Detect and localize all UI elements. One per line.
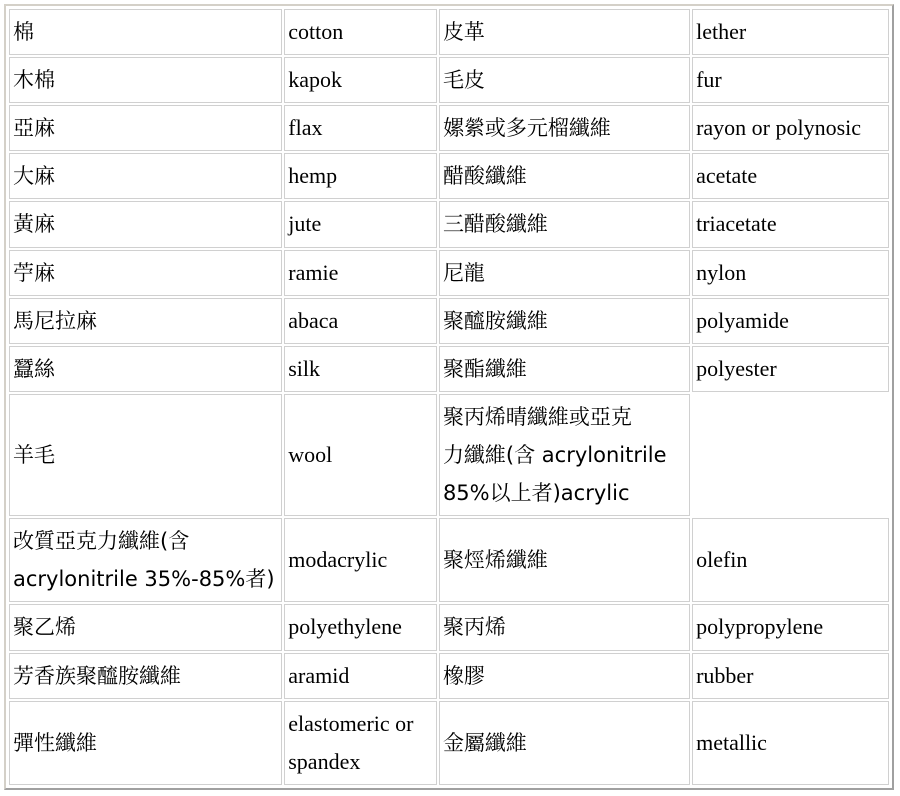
- chinese-term-cell: 馬尼拉麻: [9, 298, 282, 344]
- english-term-cell: lether: [692, 9, 889, 55]
- chinese-term-cell: 皮革: [439, 9, 690, 55]
- english-term-cell: fur: [692, 57, 889, 103]
- english-term-cell: abaca: [284, 298, 437, 344]
- table-row: [9, 346, 889, 392]
- english-term-cell: acetate: [692, 153, 889, 199]
- chinese-term-cell: 尼龍: [439, 250, 690, 296]
- chinese-term-cell: 醋酸纖維: [439, 153, 690, 199]
- chinese-term-cell: 棉: [9, 9, 282, 55]
- english-term-cell: jute: [284, 201, 437, 247]
- chinese-term-cell: 蠶絲: [9, 346, 282, 392]
- chinese-term-cell: 彈性纖維: [9, 701, 282, 785]
- chinese-term-cell: 聚丙烯: [439, 604, 690, 650]
- english-term-cell: polypropylene: [692, 604, 889, 650]
- english-term-cell: hemp: [284, 153, 437, 199]
- english-term-cell: rayon or polynosic: [692, 105, 889, 151]
- english-term-line: spandex: [288, 748, 361, 774]
- english-term-cell: ramie: [284, 250, 437, 296]
- empty-cell: [692, 394, 889, 516]
- chinese-term-cell: 聚酯纖維: [439, 346, 690, 392]
- chinese-term-cell: 聚乙烯: [9, 604, 282, 650]
- table-row: [9, 201, 889, 247]
- english-term-line: elastomeric or: [288, 710, 414, 736]
- chinese-term-cell: 木棉: [9, 57, 282, 103]
- fiber-glossary-table: [7, 7, 891, 787]
- chinese-term-cell: 橡膠: [439, 653, 690, 699]
- table-row: [9, 701, 889, 785]
- chinese-term-cell: 黃麻: [9, 201, 282, 247]
- english-term-cell: olefin: [692, 518, 889, 602]
- english-term-cell: silk: [284, 346, 437, 392]
- chinese-term-cell: 金屬纖維: [439, 701, 690, 785]
- chinese-term-cell: 聚醯胺纖維: [439, 298, 690, 344]
- table-row: [9, 57, 889, 103]
- chinese-term-cell: 苧麻: [9, 250, 282, 296]
- chinese-term-cell: [9, 518, 282, 602]
- table-row: [9, 604, 889, 650]
- chinese-term-line: 改質亞克力纖維(含: [13, 529, 190, 554]
- table-row: [9, 250, 889, 296]
- table-row: [9, 298, 889, 344]
- table-row: [9, 653, 889, 699]
- english-term-cell: polyethylene: [284, 604, 437, 650]
- table-row: [9, 9, 889, 55]
- chinese-term-cell: 聚烴烯纖維: [439, 518, 690, 602]
- english-term-cell: kapok: [284, 57, 437, 103]
- chinese-term-cell: 三醋酸纖維: [439, 201, 690, 247]
- english-term-cell: polyester: [692, 346, 889, 392]
- english-term-cell: polyamide: [692, 298, 889, 344]
- chinese-term-line: 力纖維(含 acrylonitrile: [442, 443, 667, 468]
- english-term-cell: aramid: [284, 653, 437, 699]
- chinese-term-cell: 嫘縈或多元榴纖維: [439, 105, 690, 151]
- english-term-cell: rubber: [692, 653, 889, 699]
- table-row: [9, 518, 889, 602]
- table-row: [9, 153, 889, 199]
- chinese-term-line: 聚丙烯晴纖維或亞克: [442, 405, 632, 430]
- english-term-cell: metallic: [692, 701, 889, 785]
- english-term-cell: nylon: [692, 250, 889, 296]
- english-term-cell: cotton: [284, 9, 437, 55]
- chinese-term-cell: 毛皮: [439, 57, 690, 103]
- chinese-term-cell: 大麻: [9, 153, 282, 199]
- chinese-term-cell: 亞麻: [9, 105, 282, 151]
- english-term-cell: [284, 701, 437, 785]
- english-term-cell: modacrylic: [284, 518, 437, 602]
- chinese-term-cell: 羊毛: [9, 394, 282, 516]
- fiber-glossary-frame: [4, 4, 894, 790]
- table-row: [9, 105, 889, 151]
- chinese-term-cell: [439, 394, 690, 516]
- chinese-term-line: 85%以上者)acrylic: [442, 481, 630, 506]
- table-row: [9, 394, 889, 516]
- chinese-term-line: acrylonitrile 35%-85%者): [13, 567, 275, 592]
- chinese-term-cell: 芳香族聚醯胺纖維: [9, 653, 282, 699]
- english-term-cell: triacetate: [692, 201, 889, 247]
- english-term-cell: wool: [284, 394, 437, 516]
- english-term-cell: flax: [284, 105, 437, 151]
